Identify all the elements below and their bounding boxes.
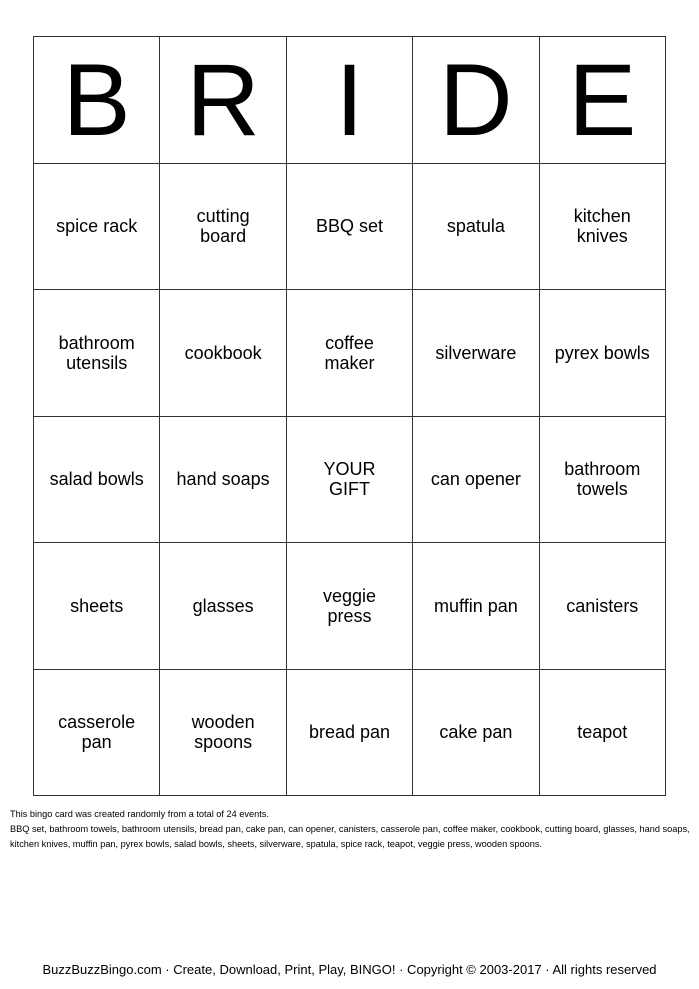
- cell-label: muffin pan: [434, 595, 518, 616]
- bingo-cell: [287, 164, 413, 291]
- notes-summary: This bingo card was created randomly from a total of 24 events.: [10, 809, 269, 819]
- bingo-cell: [540, 543, 666, 670]
- header-letter-b: B: [34, 37, 160, 164]
- bingo-cell: [160, 543, 286, 670]
- bingo-cell: [34, 417, 160, 544]
- cell-label: sheets: [70, 595, 124, 616]
- bingo-cell: [160, 417, 286, 544]
- cell-label: spatula: [446, 216, 505, 237]
- cell-label: veggie press: [322, 585, 376, 626]
- cell-label: teapot: [577, 722, 628, 743]
- header-letter-e: E: [540, 37, 666, 164]
- cell-label: canisters: [566, 595, 639, 616]
- bingo-cell: [34, 670, 160, 797]
- cell-label: wooden spoons: [191, 712, 255, 753]
- free-space-cell: [287, 417, 413, 544]
- cell-label: bathroom utensils: [58, 332, 135, 373]
- header-letter-d: D: [413, 37, 539, 164]
- bingo-cell: [287, 670, 413, 797]
- cell-label: bathroom towels: [564, 459, 641, 500]
- bingo-cell: [34, 290, 160, 417]
- bingo-cell: [413, 670, 539, 797]
- cell-label: glasses: [192, 595, 254, 616]
- cell-label: kitchen knives: [573, 206, 631, 247]
- bingo-cell: [160, 670, 286, 797]
- cell-label: cake pan: [439, 722, 513, 743]
- cell-label: coffee maker: [324, 332, 375, 373]
- bingo-cell: [540, 164, 666, 291]
- bingo-cell: [413, 164, 539, 291]
- cell-label: cutting board: [196, 206, 250, 247]
- notes-event-list: BBQ set, bathroom towels, bathroom utensils, bread pan, cake pan, can opener, canisters, casserole pan, coffee maker, cookbook, cutting board, glasses, hand soaps, kitchen knives, muffin pan, pyrex bowls, salad bowls, sheets, silverware, spatula, spice rack, teapot, veggie press, wooden spoons.: [10, 824, 690, 849]
- card-notes: [10, 807, 690, 852]
- bingo-cell: [540, 417, 666, 544]
- cell-label: casserole pan: [58, 712, 136, 753]
- cell-label: can opener: [430, 469, 521, 490]
- cell-label: spice rack: [56, 216, 138, 237]
- cell-label: bread pan: [308, 722, 391, 743]
- free-space-label: YOUR GIFT: [323, 459, 376, 500]
- cell-label: hand soaps: [176, 469, 270, 490]
- bingo-card: [33, 36, 666, 796]
- bingo-cell: [287, 290, 413, 417]
- cell-label: silverware: [435, 342, 517, 363]
- bingo-cell: [160, 290, 286, 417]
- header-letter-i: I: [287, 37, 413, 164]
- bingo-cell: [34, 543, 160, 670]
- bingo-cell: [413, 290, 539, 417]
- bingo-cell: [287, 543, 413, 670]
- bingo-cell: [413, 417, 539, 544]
- cell-label: salad bowls: [49, 469, 144, 490]
- cell-label: BBQ set: [315, 216, 383, 237]
- bingo-cell: [540, 670, 666, 797]
- cell-label: pyrex bowls: [554, 342, 650, 363]
- bingo-cell: [540, 290, 666, 417]
- bingo-cell: [34, 164, 160, 291]
- bingo-cell: [413, 543, 539, 670]
- header-letter-r: R: [160, 37, 286, 164]
- bingo-cell: [160, 164, 286, 291]
- page-footer: BuzzBuzzBingo.com · Create, Download, Print, Play, BINGO! · Copyright © 2003-2017 · All rights reserved: [42, 962, 657, 977]
- cell-label: cookbook: [184, 342, 262, 363]
